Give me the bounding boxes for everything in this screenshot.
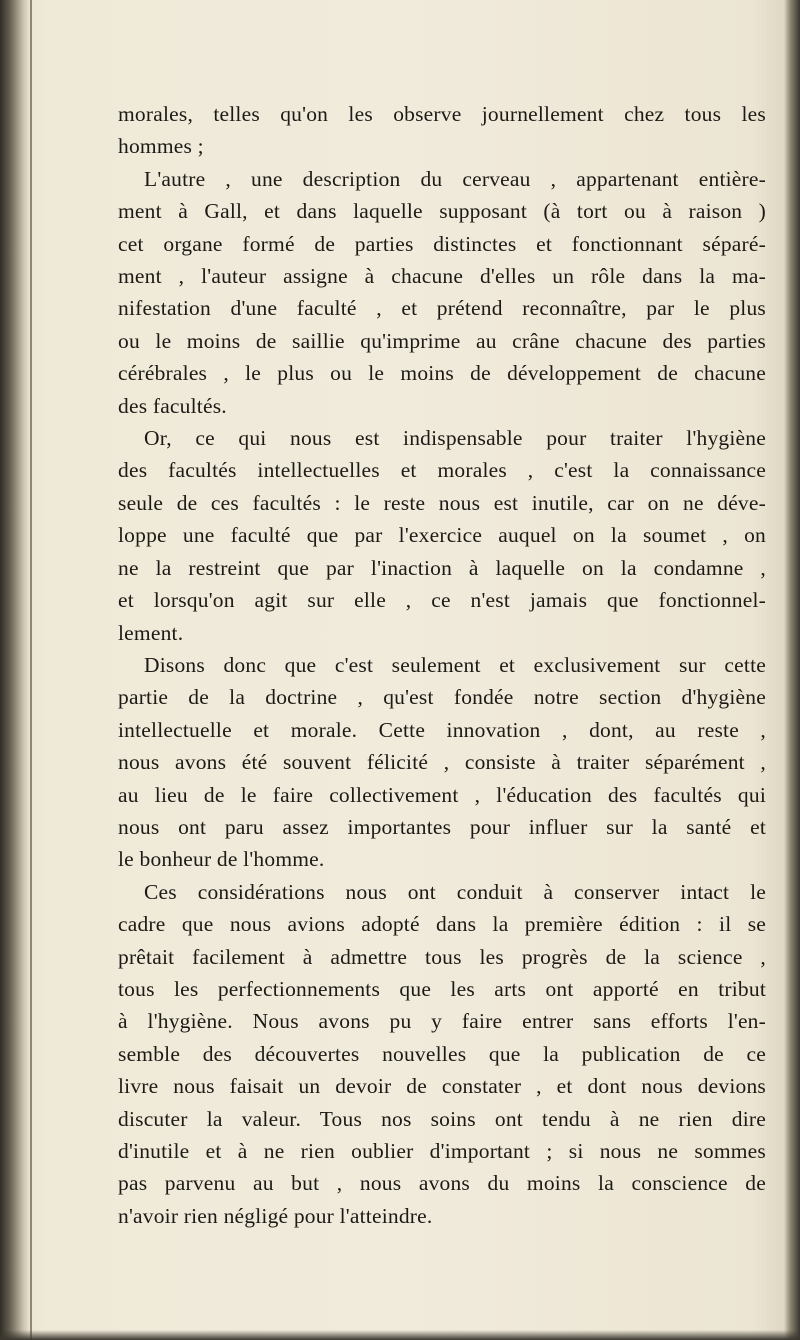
page-right-edge-shadow (784, 0, 800, 1340)
text-line: prêtait facilement à admettre tous les progrès de la science , (118, 944, 766, 969)
text-line: loppe une faculté que par l'exercice auquel on la soumet , on (118, 523, 766, 548)
text-line: pas parvenu au but , nous avons du moins la conscience de (118, 1171, 766, 1196)
text-line: lement. (118, 620, 184, 645)
paragraph-start-line: Ces considérations nous ont conduit à conserver intact le (144, 879, 766, 904)
text-line: nous ont paru assez importantes pour influer sur la santé et (118, 814, 766, 839)
text-line: et lorsqu'on agit sur elle , ce n'est jamais que fonctionnel- (118, 588, 766, 613)
text-line: cérébrales , le plus ou le moins de développement de chacune (118, 361, 766, 386)
page-bottom-edge-shadow (0, 1330, 800, 1340)
text-line: discuter la valeur. Tous nos soins ont tendu à ne rien dire (118, 1106, 766, 1131)
text-line: des facultés intellectuelles et morales , c'est la connaissance (118, 458, 766, 483)
text-line: tous les perfectionnements que les arts ont apporté en tribut (118, 976, 766, 1001)
text-line: partie de la doctrine , qu'est fondée notre section d'hygiène (118, 685, 766, 710)
text-line: cadre que nous avions adopté dans la première édition : il se (118, 912, 766, 937)
text-line: au lieu de le faire collectivement , l'éducation des facultés qui (118, 782, 766, 807)
body-text (118, 98, 766, 1232)
page-binding-shadow (0, 0, 30, 1340)
text-line: le bonheur de l'homme. (118, 847, 325, 872)
text-line: livre nous faisait un devoir de constater , et dont nous devions (118, 1074, 766, 1099)
text-line: cet organe formé de parties distinctes et fonctionnant séparé- (118, 231, 766, 256)
text-line: ou le moins de saillie qu'imprime au crâne chacune des parties (118, 328, 766, 353)
text-line: nifestation d'une faculté , et prétend reconnaître, par le plus (118, 296, 766, 321)
paragraph-start-line: Or, ce qui nous est indispensable pour traiter l'hygiène (144, 426, 766, 451)
page-edge-line (30, 0, 32, 1340)
text-line: ment , l'auteur assigne à chacune d'elles un rôle dans la ma- (118, 264, 766, 289)
text-line: semble des découvertes nouvelles que la publication de ce (118, 1041, 766, 1066)
text-line: n'avoir rien négligé pour l'atteindre. (118, 1203, 433, 1228)
text-line: hommes ; (118, 134, 204, 159)
text-line: nous avons été souvent félicité , consiste à traiter séparément , (118, 750, 766, 775)
text-line: des facultés. (118, 393, 227, 418)
text-line: morales, telles qu'on les observe journellement chez tous les (118, 102, 766, 126)
text-line: d'inutile et à ne rien oublier d'important ; si nous ne sommes (118, 1139, 766, 1163)
text-line: seule de ces facultés : le reste nous est inutile, car on ne déve- (118, 490, 766, 515)
text-line: intellectuelle et morale. Cette innovation , dont, au reste , (118, 717, 766, 742)
text-line: ne la restreint que par l'inaction à laquelle on la condamne , (118, 555, 766, 580)
text-line: à l'hygiène. Nous avons pu y faire entrer sans efforts l'en- (118, 1009, 766, 1034)
text-line: ment à Gall, et dans laquelle supposant (à tort ou à raison ) (118, 199, 766, 224)
paragraph-start-line: L'autre , une description du cerveau , appartenant entière- (144, 166, 766, 191)
paragraph-start-line: Disons donc que c'est seulement et exclusivement sur cette (144, 652, 766, 677)
